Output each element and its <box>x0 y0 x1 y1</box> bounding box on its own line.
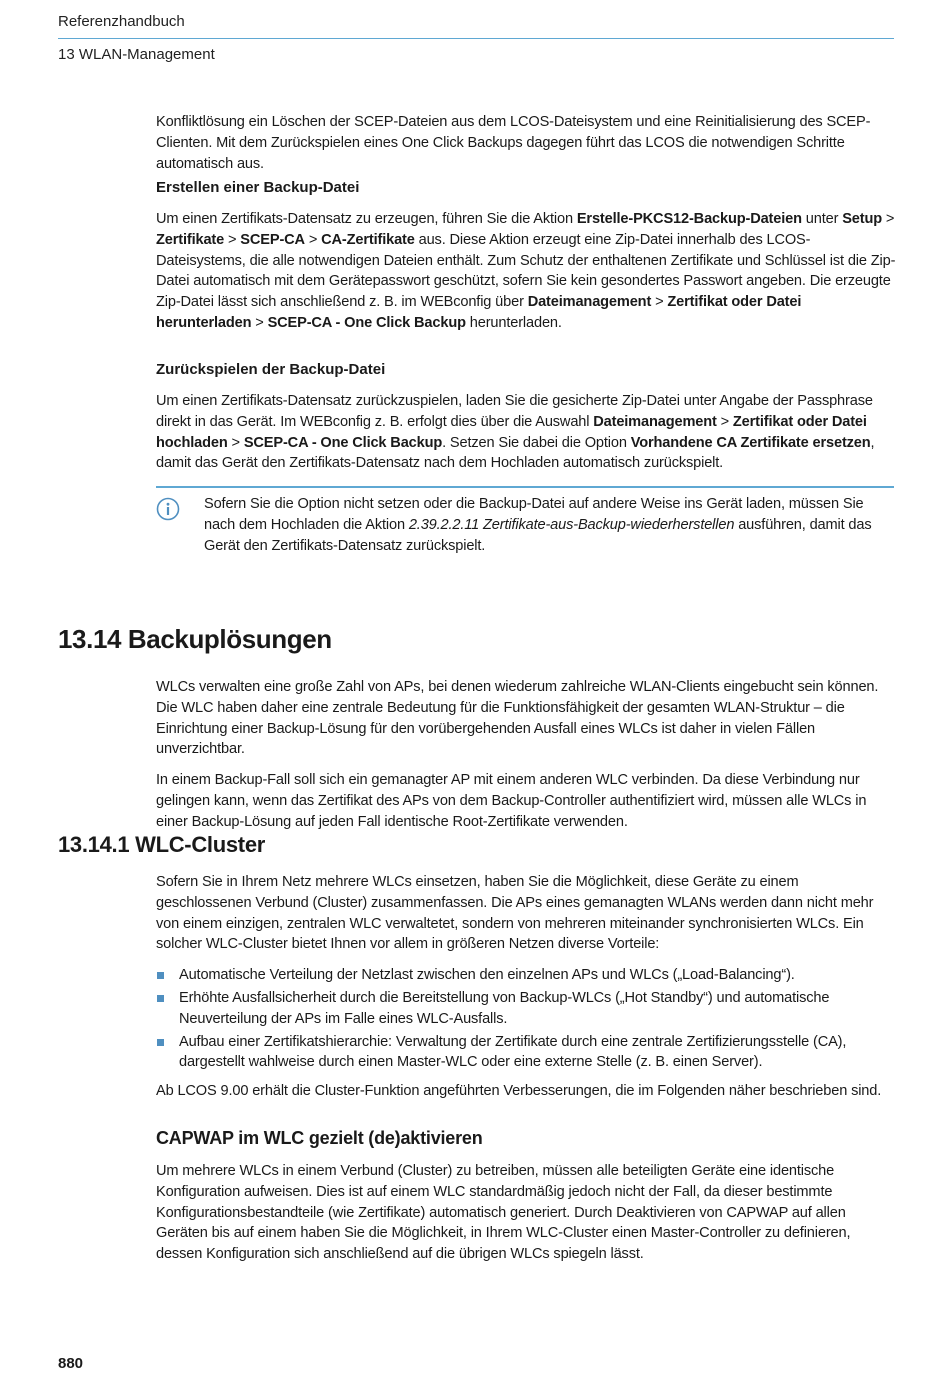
section-1314-body <box>156 677 896 833</box>
subheading-backup-create: Erstellen einer Backup-Datei <box>156 179 360 196</box>
section-heading-backupsolutions: 13.14 Backuplösungen <box>58 624 332 654</box>
header-divider <box>58 38 894 39</box>
menu-path-action: Erstelle-PKCS12-Backup-Dateien <box>576 211 802 227</box>
paragraph: In einem Backup-Fall soll sich ein gemanagter AP mit einem anderen WLC verbinden. Da diese Verbindung nur gelingen kann, wenn das Zertifikat des APs von dem Backup-Controller authentifiziert wird, müssen alle WLCs in einer Backup-Lösung auf jeden Fall identische Root-Zertifikate verwenden. <box>156 772 867 830</box>
backup-restore-paragraph: Um einen Zertifikats-Datensatz zurückzuspielen, laden Sie die gesicherte Zip-Datei unter Angabe der Passphrase direkt in das Gerät. Im WEBconfig z. B. erfolgt dies über die Auswahl Dateimanagement > Zertifikat oder Datei hochladen > SCEP-CA - One Click Backup. Setzen Sie dabei die Option Vorhandene CA Zertifikate ersetzen, damit das Gerät den Zertifikats-Datensatz nach dem Hochladen automatisch zurückspielt. <box>156 393 875 472</box>
intro-paragraph: Konfliktlösung ein Löschen der SCEP-Dateien aus dem LCOS-Dateisystem und eine Reinitialisierung des SCEP-Clienten. Mit dem Zurückspielen eines One Click Backups dagegen führt das LCOS die notwendigen Schritte automatisch aus. <box>156 114 871 172</box>
bullet-square-icon <box>157 995 164 1002</box>
note-paragraph: Sofern Sie die Option nicht setzen oder die Backup-Datei auf andere Weise ins Gerät laden, müssen Sie nach dem Hochladen die Aktion 2.39.2.2.11 Zertifikate-aus-Backup-wiederherstellen ausführen, damit das Gerät den Zertifikats-Datensatz zurückspielt. <box>204 496 872 554</box>
subheading-backup-restore: Zurückspielen der Backup-Datei <box>156 361 386 378</box>
menu-path-dateimanagement: Dateimanagement <box>593 413 717 430</box>
paragraph: Sofern Sie in Ihrem Netz mehrere WLCs einsetzen, haben Sie die Möglichkeit, diese Geräte zu einem geschlossenen Verbund (Cluster) zusammenfassen. Die APs eines gemanagten WLANs werden dann nicht mehr von einem einzigen, zentralen WLC verwaltetet, sondern von mehreren miteinander synchronisierten WLCs. Ein solcher WLC-Cluster bietet Ihnen vor allem in größeren Netzen diverse Vorteile: <box>156 874 874 953</box>
backup-create-paragraph: Um einen Zertifikats-Datensatz zu erzeugen, führen Sie die Aktion Erstelle-PKCS12-Backup-Dateien unter Setup > Zertifikate > SCEP-CA > CA-Zertifikate aus. Diese Aktion erzeugt eine Zip-Datei innerhalb des LCOS-Dateisystems, die alle notwendigen Dateien enthält. Zum Schutz der enthaltenen Zertifikate und Schlüssel ist die Zip-Datei automatisch mit dem Gerätepasswort geschützt, sofern Sie kein gesondertes Passwort angeben. Die erzeugte Zip-Datei lässt sich anschließend z. B. im WEBconfig über Dateimanagement > Zertifikat oder Datei herunterladen > SCEP-CA - One Click Backup herunterladen. <box>156 211 896 331</box>
feature-list <box>156 965 896 1073</box>
paragraph: Um mehrere WLCs in einem Verbund (Cluster) zu betreiben, müssen alle beteiligten Geräte eine identische Konfiguration aufweisen. Dies ist auf einem WLC standardmäßig jedoch nicht der Fall, da dieser bestimmte Konfigurationsbestandteile (wie Zertifikate) automatisch generiert. Durch Deaktivieren von CAPWAP auf allen Geräten bis auf einem haben Sie die Möglichkeit, in Ihrem WLC-Cluster einen Master-Controller zu definieren, dessen Konfiguration sich anschließend auf die übrigen WLCs spiegeln lässt. <box>156 1163 851 1263</box>
menu-path-setup: Setup <box>842 211 882 227</box>
capwap-body <box>156 1161 896 1265</box>
section-13141-body <box>156 872 896 1102</box>
section-heading-wlc-cluster: 13.14.1 WLC-Cluster <box>58 832 266 857</box>
action-reference: 2.39.2.2.11 Zertifikate-aus-Backup-wiederherstellen <box>408 516 735 533</box>
note-divider <box>156 486 894 488</box>
list-item: Aufbau einer Zertifikatshierarchie: Verwaltung der Zertifikate durch eine zentrale Zertifizierungsstelle (CA), dargestellt wahlweise durch einen Master-WLC oder eine externe Stelle (z. B. einen Server). <box>156 1032 896 1074</box>
subsection-heading-capwap: CAPWAP im WLC gezielt (de)aktivieren <box>156 1128 483 1148</box>
info-icon <box>156 497 180 521</box>
menu-path-upload: Zertifikat oder Datei hochladen <box>156 413 867 451</box>
bullet-square-icon <box>157 1039 164 1046</box>
menu-path-one-click-backup: SCEP-CA - One Click Backup <box>243 434 443 451</box>
menu-path-download: Zertifikat oder Datei herunterladen <box>156 294 802 331</box>
menu-path-scep-ca: SCEP-CA <box>240 231 305 248</box>
page-number: 880 <box>58 1355 84 1372</box>
list-item: Erhöhte Ausfallsicherheit durch die Bereitstellung von Backup-WLCs („Hot Standby“) und automatische Neuverteilung der APs im Falle eines WLC-Ausfalls. <box>156 988 896 1030</box>
list-item: Automatische Verteilung der Netzlast zwischen den einzelnen APs und WLCs („Load-Balancing“). <box>156 965 896 986</box>
menu-path-dateimanagement: Dateimanagement <box>527 294 652 311</box>
intro-block <box>156 112 896 174</box>
note-block <box>204 494 896 556</box>
paragraph: WLCs verwalten eine große Zahl von APs, bei denen wiederum zahlreiche WLAN-Clients eingebucht sein können. Die WLC haben daher eine zentrale Bedeutung für die Funktionsfähigkeit der gesamten WLAN-Struktur – die Einrichtung einer Backup-Lösung für den vorübergehenden Ausfall eines WLCs ist daher in vielen Fällen unverzichtbar. <box>156 679 879 758</box>
menu-path-one-click-backup: SCEP-CA - One Click Backup <box>267 314 466 331</box>
paragraph: Ab LCOS 9.00 erhält die Cluster-Funktion angeführten Verbesserungen, die im Folgenden näher beschrieben sind. <box>156 1083 882 1100</box>
option-replace-ca: Vorhandene CA Zertifikate ersetzen <box>630 434 871 451</box>
backup-create-block <box>156 209 896 334</box>
running-header-chapter: 13 WLAN-Management <box>58 46 215 63</box>
backup-restore-block <box>156 391 896 474</box>
bullet-square-icon <box>157 972 164 979</box>
running-header-title: Referenzhandbuch <box>58 13 185 30</box>
menu-path-zertifikate: Zertifikate <box>156 231 225 248</box>
menu-path-ca-zertifikate: CA-Zertifikate <box>321 231 415 248</box>
